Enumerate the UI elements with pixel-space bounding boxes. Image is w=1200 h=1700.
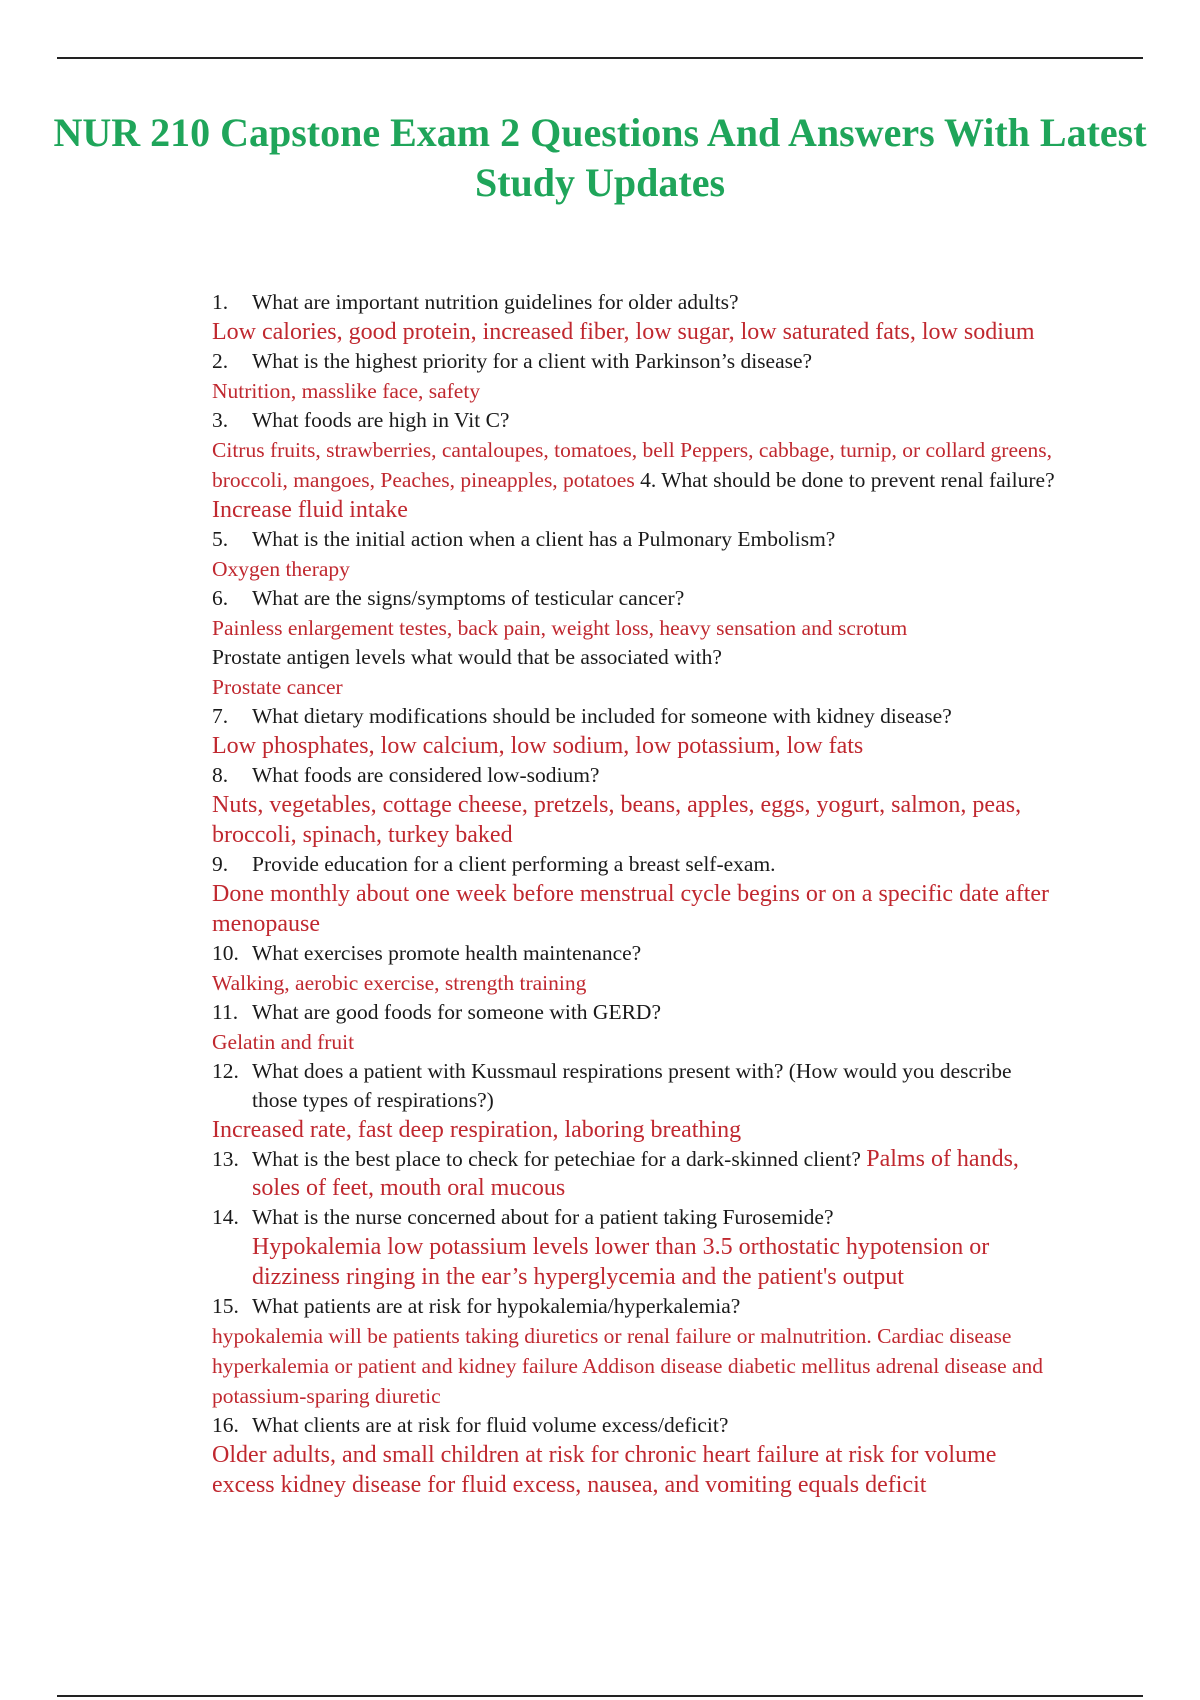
question-2: [212, 347, 1060, 376]
answer-13: Palms of hands, soles of feet, mouth oral mucous: [252, 1146, 1019, 1201]
answer-15: hypokalemia will be patients taking diuretics or renal failure or malnutrition. Cardiac disease: [212, 1324, 1012, 1348]
question-3: [212, 406, 1060, 435]
question-text: What exercises promote health maintenance?: [252, 941, 642, 965]
question-text: What is the initial action when a client has a Pulmonary Embolism?: [252, 527, 836, 551]
question-number: 3.: [212, 408, 229, 432]
answer-3: [212, 435, 1060, 525]
question-text: What are important nutrition guidelines for older adults?: [252, 290, 739, 314]
question-10: [212, 939, 1060, 968]
bottom-rule: [57, 1695, 1143, 1697]
question-text: What are the signs/symptoms of testicular cancer?: [252, 586, 685, 610]
question-number: 12.: [212, 1059, 239, 1083]
answer-6-extra: Prostate cancer: [212, 675, 343, 699]
question-number: 8.: [212, 763, 229, 787]
question-7: [212, 702, 1060, 731]
question-number: 7.: [212, 704, 229, 728]
question-6-extra: [212, 643, 1060, 672]
question-16: [212, 1411, 1060, 1440]
question-text: Provide education for a client performing a breast self-exam.: [252, 852, 776, 876]
question-8: [212, 761, 1060, 790]
question-13: [212, 1145, 1060, 1203]
question-number: 11.: [212, 1000, 239, 1024]
question-text: What is the highest priority for a client with Parkinson’s disease?: [252, 349, 813, 373]
question-text: [252, 1145, 1060, 1203]
question-number: 1.: [212, 290, 229, 314]
question-text: What does a patient with Kussmaul respirations present with? (How would you describe those types of respirations?): [252, 1059, 1012, 1112]
question-6: [212, 584, 1060, 613]
question-text: What patients are at risk for hypokalemia/hyperkalemia?: [252, 1294, 741, 1318]
question-15: [212, 1292, 1060, 1321]
question-text: What dietary modifications should be included for someone with kidney disease?: [252, 704, 952, 728]
question-9: [212, 850, 1060, 879]
answer-15-cont: hyperkalemia or patient and kidney failure Addison disease diabetic mellitus adrenal disease and potassium-sparing diuretic: [212, 1354, 1044, 1408]
answer-4: Increase fluid intake: [212, 497, 408, 523]
answer-16: Older adults, and small children at risk for chronic heart failure at risk for volume excess kidney disease for fluid excess, nausea, and vomiting equals deficit: [212, 1442, 997, 1498]
answer-2: Nutrition, masslike face, safety: [212, 379, 481, 403]
document-title: NUR 210 Capstone Exam 2 Questions And Answers With Latest Study Updates: [53, 110, 1147, 205]
answer-3-text: Citrus fruits, strawberries, cantaloupes, tomatoes, bell Peppers, cabbage, turnip, or collard greens, broccoli, mangoes, Peaches, pineapples, potatoes: [212, 438, 1053, 492]
question-text: What are good foods for someone with GERD?: [252, 1000, 661, 1024]
question-number: 2.: [212, 349, 229, 373]
question-14: [212, 1203, 1060, 1232]
answer-11: Gelatin and fruit: [212, 1030, 355, 1054]
answer-5: Oxygen therapy: [212, 557, 350, 581]
question-number: 10.: [212, 941, 239, 965]
question-number: 9.: [212, 852, 229, 876]
answer-12: Increased rate, fast deep respiration, laboring breathing: [212, 1117, 742, 1143]
question-1: [212, 288, 1060, 317]
answer-7: Low phosphates, low calcium, low sodium, low potassium, low fats: [212, 733, 864, 759]
question-text: Prostate antigen levels what would that be associated with?: [212, 645, 722, 669]
top-rule: [57, 57, 1143, 59]
question-number: 15.: [212, 1294, 239, 1318]
question-11: [212, 998, 1060, 1027]
question-number: 5.: [212, 527, 229, 551]
question-number: 13.: [212, 1147, 239, 1171]
question-12: [212, 1057, 1060, 1115]
qa-list: [212, 288, 1060, 1500]
answer-14: Hypokalemia low potassium levels lower than 3.5 orthostatic hypotension or dizziness ringing in the ear’s hyperglycemia and the patient's output: [252, 1234, 990, 1290]
question-4-text: 4. What should be done to prevent renal failure?: [640, 468, 1055, 492]
question-number: 6.: [212, 586, 229, 610]
question-13-text: What is the best place to check for petechiae for a dark-skinned client?: [252, 1147, 861, 1171]
answer-6: Painless enlargement testes, back pain, weight loss, heavy sensation and scrotum: [212, 616, 908, 640]
question-number: 14.: [212, 1205, 239, 1229]
question-5: [212, 525, 1060, 554]
answer-8: Nuts, vegetables, cottage cheese, pretzels, beans, apples, eggs, yogurt, salmon, peas, broccoli, spinach, turkey baked: [212, 792, 1022, 848]
question-text: What is the nurse concerned about for a patient taking Furosemide?: [252, 1205, 834, 1229]
question-text: What foods are high in Vit C?: [252, 408, 510, 432]
answer-1: Low calories, good protein, increased fiber, low sugar, low saturated fats, low sodium: [212, 319, 1035, 345]
question-text: What foods are considered low-sodium?: [252, 763, 600, 787]
answer-10: Walking, aerobic exercise, strength training: [212, 971, 587, 995]
question-number: 16.: [212, 1413, 239, 1437]
answer-9: Done monthly about one week before menstrual cycle begins or on a specific date after menopause: [212, 881, 1050, 937]
question-text: What clients are at risk for fluid volume excess/deficit?: [252, 1413, 729, 1437]
